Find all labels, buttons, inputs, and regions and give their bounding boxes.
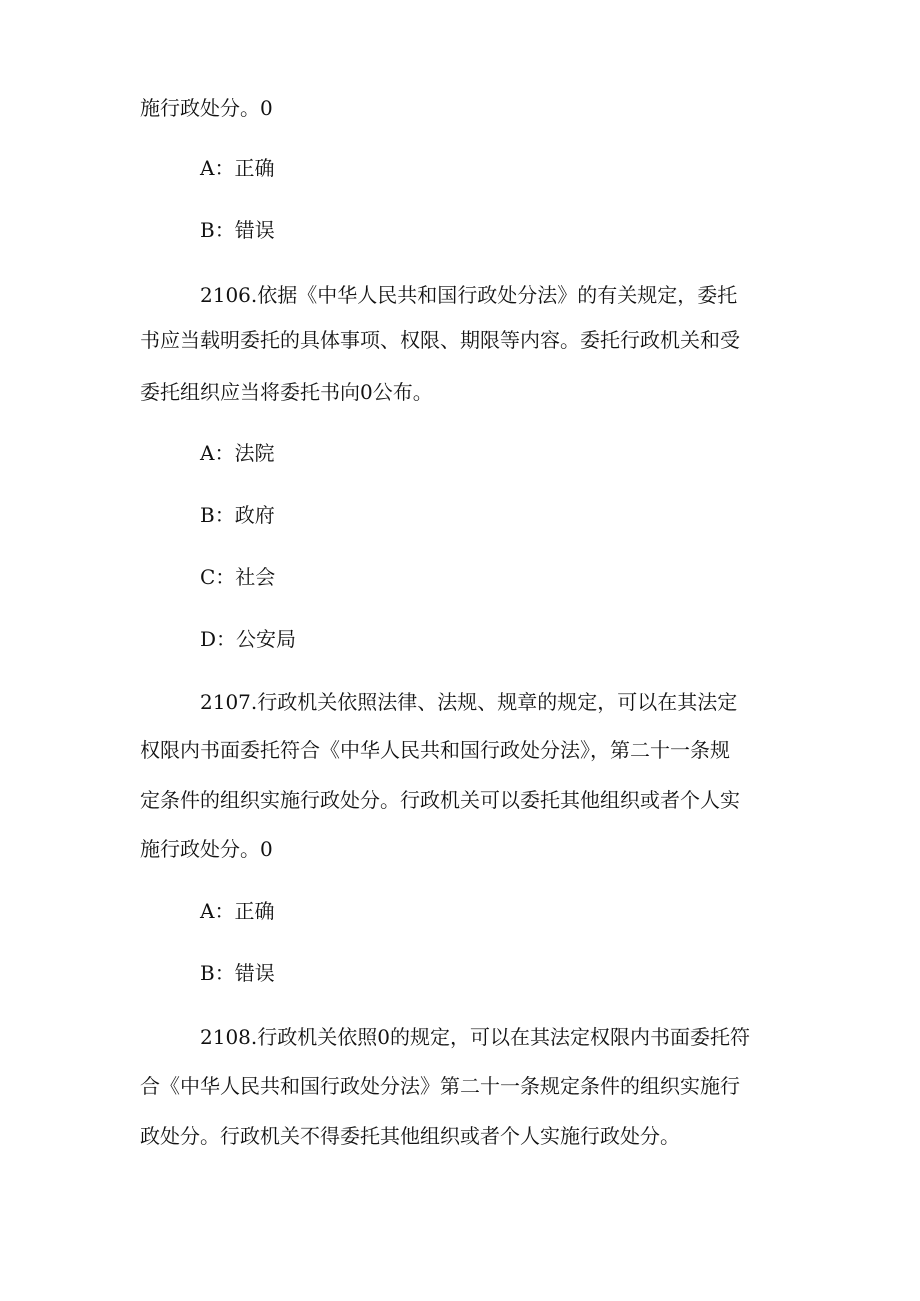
option-b: B：错误: [200, 961, 275, 985]
question-2106-line-2: 书应当载明委托的具体事项、权限、期限等内容。委托行政机关和受: [140, 328, 740, 352]
option-d: D：公安局: [200, 627, 297, 651]
option-c: C：社会: [200, 565, 276, 589]
question-2108-line-2: 合《中华人民共和国行政处分法》第二十一条规定条件的组织实施行: [140, 1074, 740, 1098]
option-b: B：错误: [200, 218, 275, 242]
question-2107-line-3: 定条件的组织实施行政处分。行政机关可以委托其他组织或者个人实: [140, 788, 740, 812]
question-2106-line-1: 2106.依据《中华人民共和国行政处分法》的有关规定，委托: [200, 283, 738, 307]
option-b: B：政府: [200, 503, 275, 527]
question-2108-line-1: 2108.行政机关依照0的规定，可以在其法定权限内书面委托符: [200, 1025, 750, 1049]
question-2108-line-3: 政处分。行政机关不得委托其他组织或者个人实施行政处分。: [140, 1124, 680, 1148]
question-2107-line-4: 施行政处分。0: [140, 837, 273, 861]
option-a: A：正确: [200, 899, 275, 923]
option-a: A：法院: [200, 441, 275, 465]
question-2106-line-3: 委托组织应当将委托书向0公布。: [140, 380, 433, 404]
question-2107-line-1: 2107.行政机关依照法律、法规、规章的规定，可以在其法定: [200, 690, 738, 714]
question-2105-tail: 施行政处分。0: [140, 96, 273, 120]
question-2107-line-2: 权限内书面委托符合《中华人民共和国行政处分法》，第二十一条规: [140, 738, 730, 762]
option-a: A：正确: [200, 156, 275, 180]
